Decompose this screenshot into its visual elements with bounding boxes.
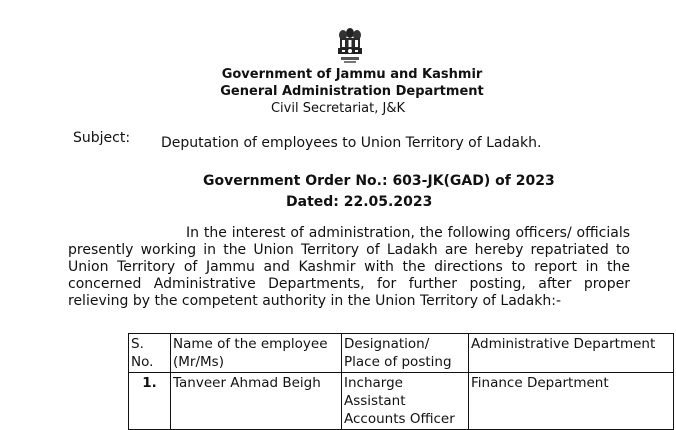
cell-sno: 1.: [129, 373, 171, 430]
cell-designation: Incharge Assistant Accounts Officer: [342, 373, 469, 430]
subject-label: Subject:: [73, 130, 131, 146]
government-name: Government of Jammu and Kashmir: [221, 67, 483, 82]
order-body-paragraph: In the interest of administration, the following officers/ officials presently working in the Union Territory of Ladakh are hereby repatriated to Union Territory of Jammu and Kashmir with the directions to report in the concerned Administrative Departments, for further posting, after proper relieving by the competent authority in the Union Territory of Ladakh:-: [68, 225, 630, 309]
header-name: Name of the employee (Mr/Ms): [171, 334, 342, 373]
order-number: Government Order No.: 603-JK(GAD) of 2023: [203, 173, 555, 189]
cell-department: Finance Department: [469, 373, 674, 430]
header-sno: S. No.: [129, 334, 171, 373]
table-header-row: [129, 334, 674, 373]
subject-text: Deputation of employees to Union Territory of Ladakh.: [161, 135, 542, 151]
cell-name: Tanveer Ahmad Beigh: [171, 373, 342, 430]
employee-table: [128, 333, 674, 430]
header-department: Administrative Department: [469, 334, 674, 373]
table-row: [129, 373, 674, 430]
header-designation: Designation/ Place of posting: [342, 334, 469, 373]
state-emblem-icon: [333, 24, 367, 66]
office-address: Civil Secretariat, J&K: [270, 101, 406, 116]
department-name: General Administration Department: [220, 84, 484, 99]
order-date: Dated: 22.05.2023: [286, 194, 433, 210]
